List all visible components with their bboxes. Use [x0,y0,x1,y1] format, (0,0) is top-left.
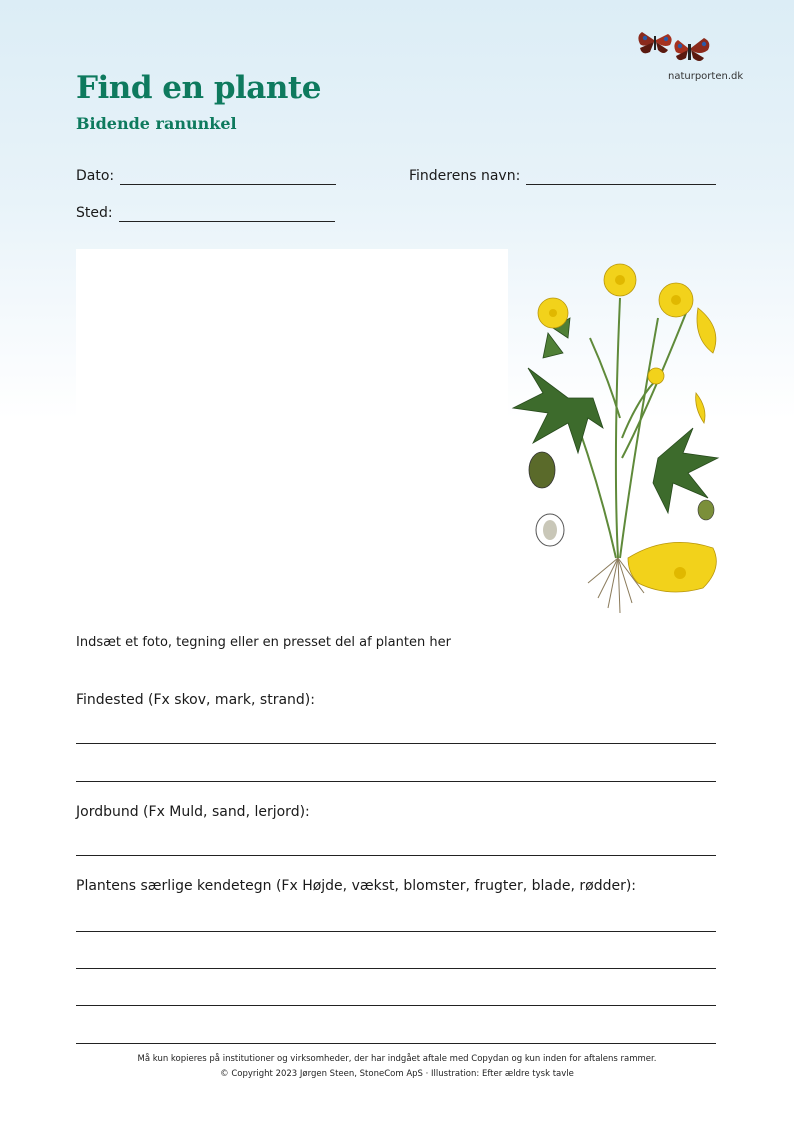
finder-name-field[interactable] [526,184,716,185]
soil-answer-line[interactable] [76,855,716,856]
finder-name-label: Finderens navn: [409,168,521,184]
buttercup-illustration [508,258,740,618]
page-title: Find en plante [76,70,321,106]
features-question: Plantens særlige kendetegn (Fx Højde, vækst, blomster, frugter, blade, rødder): [76,878,637,894]
date-field[interactable] [120,184,336,185]
butterflies-logo-icon [636,28,716,66]
location-answer-line-2[interactable] [76,781,716,782]
page-subtitle: Bidende ranunkel [76,114,237,133]
place-label: Sted: [76,205,113,221]
soil-question: Jordbund (Fx Muld, sand, lerjord): [76,804,310,820]
features-answer-line-2[interactable] [76,968,716,969]
place-field[interactable] [119,221,335,222]
features-answer-line-3[interactable] [76,1005,716,1006]
site-name: naturporten.dk [668,71,744,82]
photo-area[interactable] [76,249,508,611]
location-answer-line-1[interactable] [76,743,716,744]
features-answer-line-1[interactable] [76,931,716,932]
date-label: Dato: [76,168,115,184]
footer-copy-notice: Må kun kopieres på institutioner og virksomheder, der har indgået aftale med Copydan og kun inden for aftalens rammer. [137,1054,657,1064]
location-question: Findested (Fx skov, mark, strand): [76,692,315,708]
features-answer-line-4[interactable] [76,1043,716,1044]
photo-caption: Indsæt et foto, tegning eller en presset del af planten her [76,635,451,650]
footer-copyright: © Copyright 2023 Jørgen Steen, StoneCom ApS · Illustration: Efter ældre tysk tavle [220,1069,574,1079]
